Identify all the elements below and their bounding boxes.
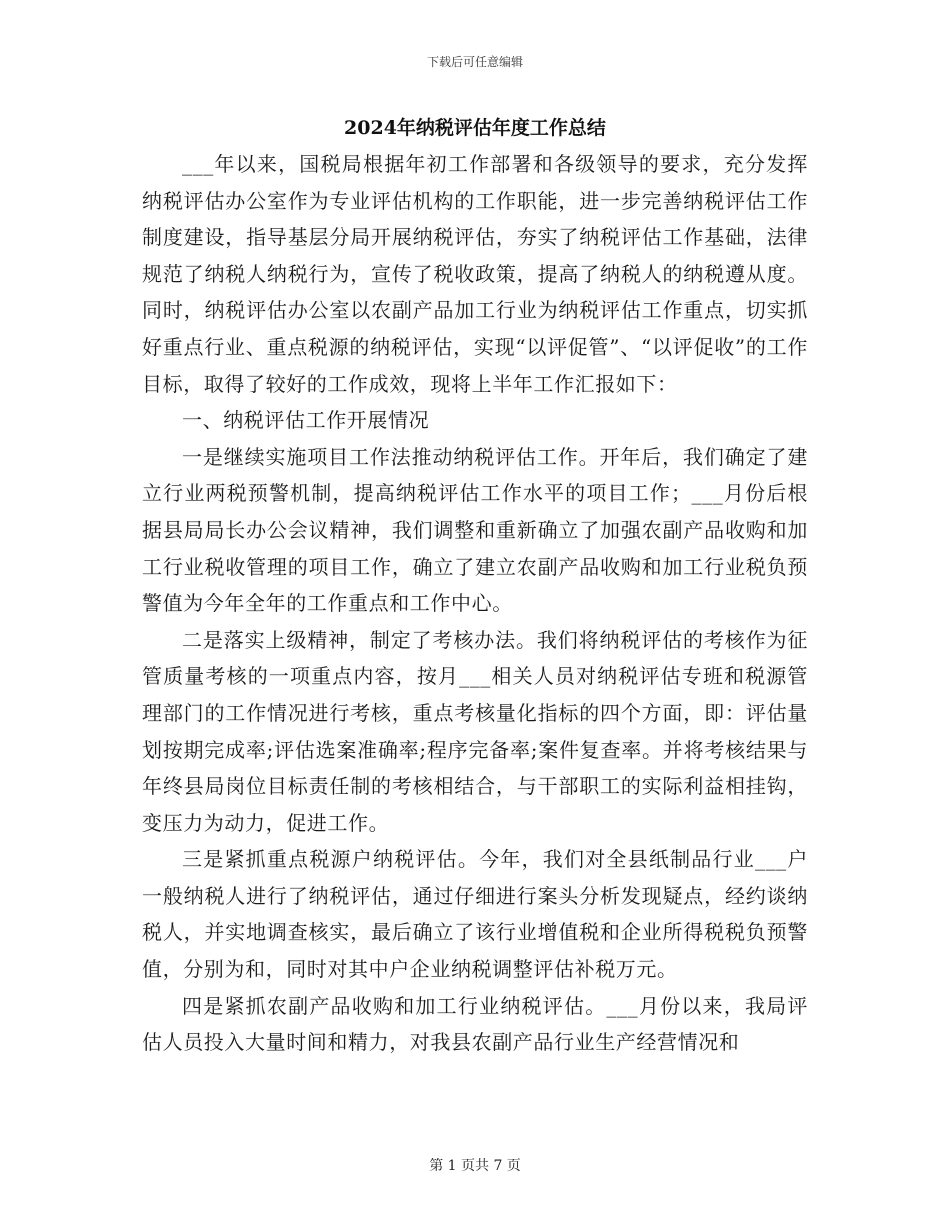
paragraph-item-2: 二是落实上级精神，制定了考核办法。我们将纳税评估的考核作为征管质量考核的一项重点内容，按月___相关人员对纳税评估专班和税源管理部门的工作情况进行考核，重点考核量化指标的四个方面，即：评估量划按期完成率;评估选案准确率;程序完备率;案件复查率。并将考核结果与年终县局岗位目标责任制的考核相结合，与干部职工的实际利益相挂钩，变压力为动力，促进工作。: [142, 627, 808, 835]
paragraph-intro: ___年以来，国税局根据年初工作部署和各级领导的要求，充分发挥纳税评估办公室作为专业评估机构的工作职能，进一步完善纳税评估工作制度建设，指导基层分局开展纳税评估，夯实了纳税评估工作基础，法律规范了纳税人纳税行为，宣传了税收政策，提高了纳税人的纳税遵从度。同时，纳税评估办公室以农副产品加工行业为纳税评估工作重点，切实抓好重点行业、重点税源的纳税评估，实现“以评促管”、“以评促收”的工作目标，取得了较好的工作成效，现将上半年工作汇报如下：: [142, 152, 808, 396]
page-footer-number: 第 1 页共 7 页: [429, 1158, 521, 1174]
paragraph-item-3: 三是紧抓重点税源户纳税评估。今年，我们对全县纸制品行业___户一般纳税人进行了纳税评估，通过仔细进行案头分析发现疑点，经约谈纳税人，并实地调查核实，最后确立了该行业增值税和企业所得税税负预警值，分别为和，同时对其中户企业纳税调整评估补税万元。: [142, 847, 808, 982]
document-title: 2024年纳税评估年度工作总结: [344, 117, 606, 139]
paragraph-item-4: 四是紧抓农副产品收购和加工行业纳税评估。___月份以来，我局评估人员投入大量时间和精力，对我县农副产品行业生产经营情况和: [142, 993, 808, 1055]
document-body: [142, 146, 808, 1061]
page-header-note: 下载后可任意编辑: [426, 55, 523, 69]
paragraph-item-1: 一是继续实施项目工作法推动纳税评估工作。开年后，我们确定了建立行业两税预警机制，提高纳税评估工作水平的项目工作；___月份后根据县局局长办公会议精神，我们调整和重新确立了加强农副产品收购和加工行业税收管理的项目工作，确立了建立农副产品收购和加工行业税负预警值为今年全年的工作重点和工作中心。: [142, 444, 808, 616]
section-heading: 一、纳税评估工作开展情况: [182, 408, 430, 433]
